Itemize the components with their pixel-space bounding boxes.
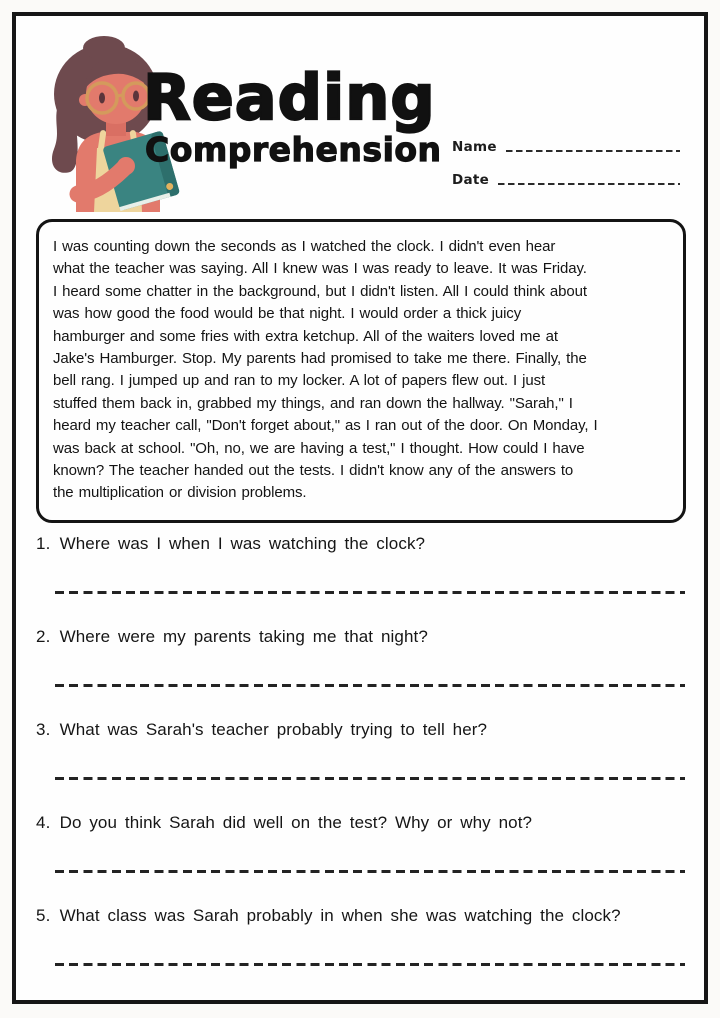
question-5-answer-line[interactable]	[55, 963, 685, 966]
passage-line: I heard some chatter in the background, but I didn't listen. All I could think about	[53, 282, 587, 300]
name-date-block	[452, 139, 680, 205]
question-5-number: 5.	[36, 906, 51, 925]
question-4	[36, 813, 688, 873]
question-3-answer-line[interactable]	[55, 777, 685, 780]
question-2-answer-line[interactable]	[55, 684, 685, 687]
name-row	[452, 139, 680, 155]
passage-line: hamburger and some fries with extra ketchup. All of the waiters loved me at	[53, 327, 558, 345]
question-5-row	[36, 906, 688, 926]
name-fill-in-line[interactable]	[506, 150, 680, 152]
passage-line: was how good the food would be that night. I would order a thick juicy	[53, 305, 522, 323]
passage-line: I was counting down the seconds as I watched the clock. I didn't even hear	[53, 238, 556, 255]
question-1-answer-line[interactable]	[55, 591, 685, 594]
eye-right	[133, 91, 139, 102]
question-2	[36, 627, 688, 687]
question-1-number: 1.	[36, 534, 51, 553]
question-4-row	[36, 813, 688, 833]
passage-line: what the teacher was saying. All I knew was I was ready to leave. It was Friday.	[53, 260, 587, 278]
question-5-text: What class was Sarah probably in when she was watching the clock?	[59, 906, 621, 925]
question-1-row	[36, 534, 688, 554]
question-3-number: 3.	[36, 720, 51, 739]
title-comprehension: Comprehension	[145, 130, 442, 169]
question-1-text: Where was I when I was watching the clock?	[59, 534, 426, 553]
question-4-text: Do you think Sarah did well on the test? Why or why not?	[59, 813, 533, 832]
question-1	[36, 534, 688, 594]
question-4-answer-line[interactable]	[55, 870, 685, 873]
glasses-bridge	[117, 95, 123, 96]
passage-line: known? The teacher handed out the tests. I didn't know any of the answers to	[53, 462, 574, 480]
question-3	[36, 720, 688, 780]
passage-line: stuffed them back in, grabbed my things, and ran down the hallway. "Sarah," I	[53, 394, 573, 412]
date-fill-in-line[interactable]	[498, 183, 680, 185]
passage-line: was back at school. "Oh, no, we are having a test," I thought. How could I have	[53, 439, 585, 457]
question-2-text: Where were my parents taking me that night?	[59, 627, 428, 646]
question-5	[36, 906, 688, 966]
name-label: Name	[452, 139, 497, 155]
question-2-row	[36, 627, 688, 647]
page-title	[143, 61, 442, 169]
eye-left	[99, 93, 105, 104]
title-reading: Reading	[143, 61, 436, 134]
question-3-text: What was Sarah's teacher probably trying to tell her?	[59, 720, 488, 739]
question-3-row	[36, 720, 688, 740]
hand	[117, 157, 135, 175]
passage-line: Jake's Hamburger. Stop. My parents had promised to take me there. Finally, the	[53, 350, 587, 368]
date-row	[452, 172, 680, 188]
passage-line: the multiplication or division problems.	[53, 484, 307, 502]
question-2-number: 2.	[36, 627, 51, 646]
question-4-number: 4.	[36, 813, 51, 832]
reading-passage-box	[36, 219, 686, 523]
passage-line: heard my teacher call, "Don't forget about," as I ran out of the door. On Monday, I	[53, 417, 598, 435]
date-label: Date	[452, 172, 490, 188]
passage-line: bell rang. I jumped up and ran to my locker. A lot of papers flew out. I just	[53, 372, 546, 390]
